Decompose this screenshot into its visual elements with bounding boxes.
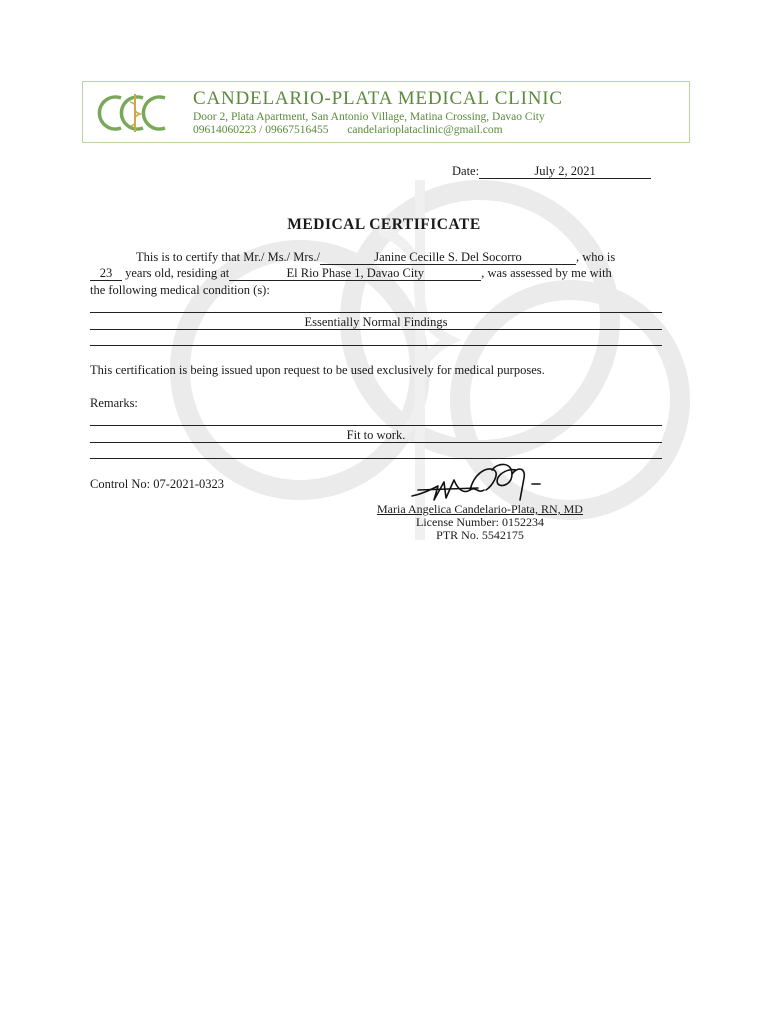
certify-line-2 [90, 266, 612, 281]
certify-assessed: , was assessed by me with [481, 266, 612, 280]
remarks-rule-1 [90, 425, 662, 426]
physician-ptr: PTR No. 5542175 [436, 528, 524, 542]
clinic-logo [95, 90, 175, 136]
physician-name: Maria Angelica Candelario-Plata, RN, MD [377, 502, 583, 516]
clinic-header [82, 81, 690, 143]
patient-name: Janine Cecille S. Del Socorro [320, 251, 576, 265]
condition-rule-3 [90, 345, 662, 346]
clinic-contact [193, 124, 503, 136]
physician-signature [408, 460, 558, 508]
date-value: July 2, 2021 [479, 165, 651, 179]
control-value: 07-2021-0323 [153, 477, 225, 491]
purpose-statement: This certification is being issued upon request to be used exclusively for medical purposes. [90, 363, 545, 377]
condition-rule-1 [90, 312, 662, 313]
clinic-address: Door 2, Plata Apartment, San Antonio Village, Matina Crossing, Davao City [193, 111, 545, 123]
document-title: MEDICAL CERTIFICATE [287, 216, 481, 233]
remarks-rule-2 [90, 442, 662, 443]
date-label: Date: [452, 164, 480, 178]
remarks-label: Remarks: [90, 396, 138, 410]
condition-text: Essentially Normal Findings [304, 315, 448, 329]
certify-who-is: , who is [576, 250, 616, 264]
remarks-rule-3 [90, 458, 662, 459]
control-label: Control No: [90, 477, 151, 491]
remarks-text: Fit to work. [346, 428, 406, 442]
physician-license: License Number: 0152234 [416, 515, 544, 529]
condition-intro: the following medical condition (s): [90, 283, 270, 297]
clinic-email[interactable]: candelarioplataclinic@gmail.com [347, 124, 503, 136]
control-number [90, 477, 224, 492]
clinic-phones: 09614060223 / 09667516455 [193, 124, 329, 136]
patient-age: 23 [90, 267, 122, 281]
patient-address: El Rio Phase 1, Davao City [229, 267, 481, 281]
clinic-name: CANDELARIO-PLATA MEDICAL CLINIC [193, 88, 563, 109]
condition-rule-2 [90, 329, 662, 330]
certify-prefix: This is to certify that Mr./ Ms./ Mrs./ [136, 250, 321, 264]
age-suffix: years old, residing at [125, 266, 230, 280]
certify-line-1 [136, 250, 615, 265]
date-line [452, 164, 651, 179]
